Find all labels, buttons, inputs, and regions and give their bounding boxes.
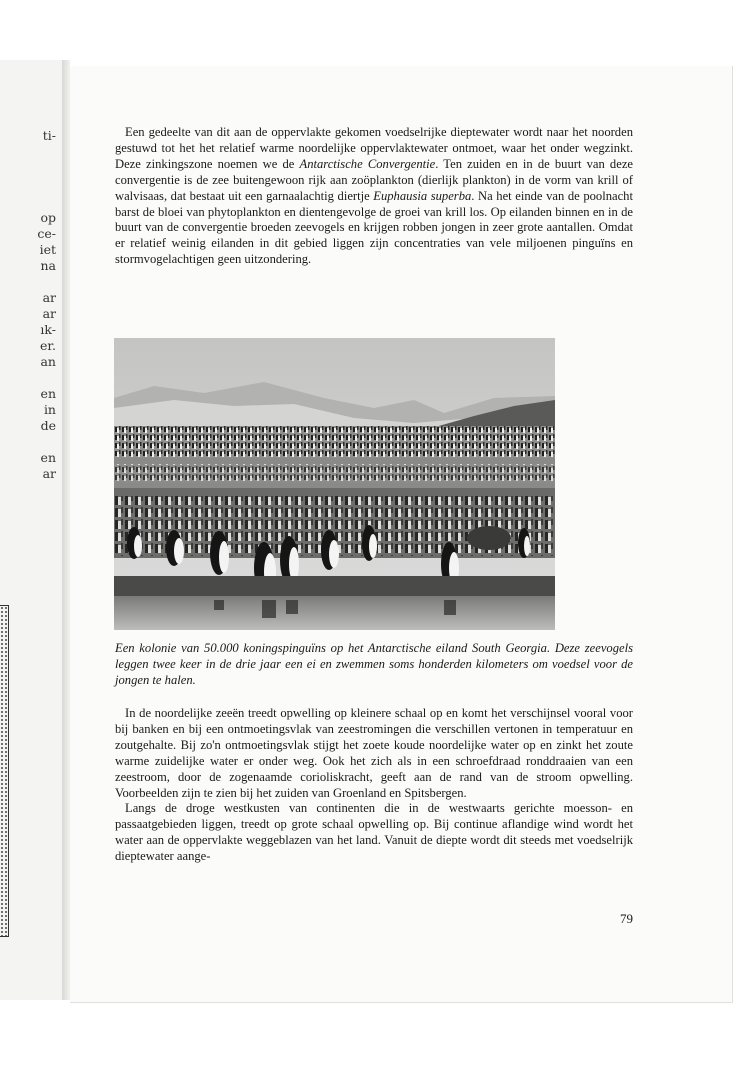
facing-page-fragment: ce- bbox=[37, 226, 56, 241]
facing-page-fragment: er. bbox=[40, 338, 56, 353]
facing-page bbox=[0, 60, 63, 1000]
dotted-sidebar-box bbox=[0, 605, 9, 937]
body-text-upper bbox=[115, 125, 633, 268]
facing-page-fragment: en bbox=[40, 450, 56, 465]
facing-page-fragment: de bbox=[40, 418, 56, 433]
facing-page-fragment: op bbox=[40, 210, 56, 225]
penguin-colony-photo bbox=[114, 338, 555, 630]
page-number: 79 bbox=[620, 911, 633, 926]
body-text-lower bbox=[115, 706, 633, 865]
facing-page-fragment: ar bbox=[42, 466, 56, 481]
facing-page-fragment: ar bbox=[42, 290, 56, 305]
facing-page-fragment: ar bbox=[42, 306, 56, 321]
term-antarctic-convergence: Antarctische Convergentie bbox=[299, 156, 436, 171]
photo-caption: Een kolonie van 50.000 koningspinguïns op het Antarctische eiland South Georgia. Deze zeevogels leggen twee keer in de drie jaar een ei en zwemmen soms honderden kilometers om voedsel voor de jongen te halen. bbox=[115, 641, 633, 687]
book-spine bbox=[62, 60, 70, 1000]
facing-page-fragment: ık- bbox=[40, 322, 56, 337]
paragraph-west-coasts: Langs de droge westkusten van continenten die in de westwaarts gerichte moesson- en passaatgebieden liggen, treedt op grote schaal opwelling op. Bij continue aflandige wind wordt het water aan de oppervlakte weggeblazen van het land. Vanuit de diepte wordt dit steeds met voedselrijk dieptewater aange- bbox=[115, 801, 633, 864]
facing-page-fragment: na bbox=[40, 258, 56, 273]
facing-page-fragment: en bbox=[40, 386, 56, 401]
facing-page-fragment: in bbox=[43, 402, 56, 417]
paragraph-northern-seas: In de noordelijke zeeën treedt opwelling op kleinere schaal op en komt het verschijnsel vooral voor bij banken en bij een ontmoetingsvlak van zeestromingen die verschillen vertonen in temperatuur en zoutgehalte. Bij zo'n ontmoetingsvlak stijgt het zoete koude noordelijke water op en zinkt het zoute warme zuidelijke water er onder weg. Ook het zich als in een schroefdraad ronddraaien van een zeestroom, door de zogenaamde corioliskracht, geeft aan de rand van de stroom opwelling. Voorbeelden zijn te zien bij het zuiden van Groenland en Spitsbergen. bbox=[115, 706, 633, 800]
facing-page-fragment: ti- bbox=[42, 128, 56, 143]
facing-page-fragment: an bbox=[40, 354, 56, 369]
species-name: Euphausia superba bbox=[373, 188, 472, 203]
paragraph-antarctic-convergence: Een gedeelte van dit aan de oppervlakte gekomen voedselrijke dieptewater wordt naar het noorden gestuwd tot het het relatief warme noordelijke oppervlaktewater ontmoet, waar het onder wegzinkt. Deze zinkingszone noemen we de Antarctische Convergentie. Ten zuiden en in de buurt van deze convergentie is de zee buitengewoon rijk aan zoöplankton (dierlijk plankton) in de vorm van krill of walvisaas, dat bestaat uit een garnaalachtig diertje Euphausia superba. Na het einde van de poolnacht barst de bloei van phytoplankton en dientengevolge de groei van krill los. Op eilanden binnen en in de buurt van de convergentie broeden zeevogels en krijgen robben jongen in zeer grote aantallen. Omdat er relatief weinig eilanden in dit gebied liggen zijn concentraties van vele miljoenen pinguïns en stormvogelachtigen geen uitzondering. bbox=[115, 125, 633, 267]
facing-page-fragment: iet bbox=[39, 242, 56, 257]
